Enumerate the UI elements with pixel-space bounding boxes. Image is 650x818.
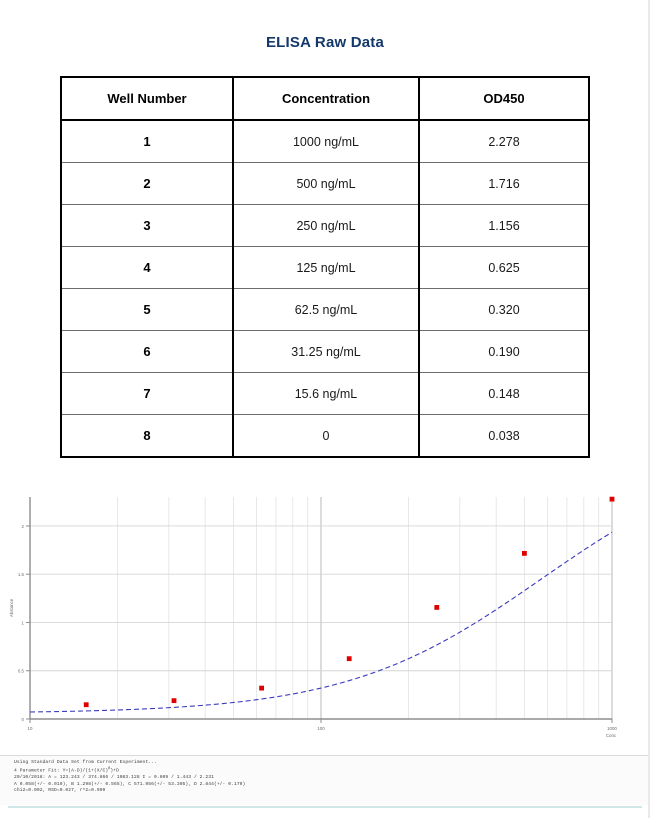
- cell-concentration: 31.25 ng/mL: [233, 331, 419, 373]
- table-row: [61, 289, 589, 331]
- y-axis-tick-label: 1: [21, 620, 24, 626]
- cell-concentration: 250 ng/mL: [233, 205, 419, 247]
- y-axis-tick-label: 2: [21, 523, 24, 529]
- fit-report-line-2: [14, 766, 648, 775]
- cell-well-number: 1: [61, 120, 233, 163]
- cell-well-number: 7: [61, 373, 233, 415]
- fit-report-line-3: 20/10/2018: A = 123.243 / 374.866 / 1083.128 I = 0.609 / 1.443 / 2.231: [14, 775, 214, 781]
- column-header-well-number: Well Number: [61, 77, 233, 120]
- data-point-marker: [84, 702, 89, 707]
- cell-concentration: 0: [233, 415, 419, 458]
- cell-well-number: 4: [61, 247, 233, 289]
- table-row: [61, 415, 589, 458]
- cell-well-number: 3: [61, 205, 233, 247]
- footer-rule: [8, 806, 642, 808]
- cell-concentration: 125 ng/mL: [233, 247, 419, 289]
- cell-od450: 0.038: [419, 415, 589, 458]
- cell-concentration: 1000 ng/mL: [233, 120, 419, 163]
- cell-od450: 1.716: [419, 163, 589, 205]
- column-header-concentration: Concentration: [233, 77, 419, 120]
- data-point-marker: [259, 686, 264, 691]
- fit-equation-prefix: 4 Parameter Fit: Y=(A-D)/(1+(X/C): [14, 768, 109, 774]
- cell-concentration: 15.6 ng/mL: [233, 373, 419, 415]
- y-axis-tick-label: 1.5: [17, 572, 24, 578]
- cell-od450: 0.625: [419, 247, 589, 289]
- standard-curve-svg: [0, 487, 648, 755]
- cell-od450: 0.320: [419, 289, 589, 331]
- cell-well-number: 5: [61, 289, 233, 331]
- cell-od450: 0.148: [419, 373, 589, 415]
- standard-curve-chart: [0, 487, 648, 755]
- table-row: [61, 331, 589, 373]
- table-header-row: [61, 77, 589, 120]
- table-row: [61, 163, 589, 205]
- raw-data-table: [60, 76, 590, 458]
- table-row: [61, 205, 589, 247]
- table-row: [61, 373, 589, 415]
- raw-data-table-container: [60, 76, 588, 458]
- y-axis-tick-label: 0.5: [17, 668, 24, 674]
- data-point-marker: [610, 497, 615, 502]
- cell-well-number: 6: [61, 331, 233, 373]
- fit-report-line-1: Using Standard Data Set from Current Experiment...: [14, 760, 157, 765]
- curve-fit-report: [0, 755, 648, 805]
- cell-od450: 0.190: [419, 331, 589, 373]
- data-point-marker: [347, 656, 352, 661]
- cell-well-number: 8: [61, 415, 233, 458]
- fit-equation-suffix: )+D: [110, 768, 119, 774]
- cell-concentration: 62.5 ng/mL: [233, 289, 419, 331]
- column-header-od450: OD450: [419, 77, 589, 120]
- fit-report-line-5: chi2=0.002, RSD=0.027, r^2=0.999: [14, 788, 106, 794]
- y-axis-tick-label: 0: [21, 717, 24, 722]
- cell-well-number: 2: [61, 163, 233, 205]
- cell-od450: 2.278: [419, 120, 589, 163]
- y-axis-label: Abstance: [9, 598, 14, 618]
- table-row: [61, 247, 589, 289]
- data-point-marker: [172, 698, 177, 703]
- data-point-marker: [434, 605, 439, 610]
- fit-equation-exponent: B: [108, 767, 111, 772]
- data-point-marker: [522, 551, 527, 556]
- page-title: ELISA Raw Data: [265, 34, 385, 51]
- fit-report-line-4: A 0.058(+/- 0.019), B 1.298(+/- 0.565), C 571.956(+/- 53.395), D 2.844(+/- 0.179): [14, 781, 246, 787]
- x-axis-tick-label: 1000: [607, 726, 617, 731]
- x-axis-tick-label: 100: [317, 726, 325, 731]
- table-row: [61, 120, 589, 163]
- x-axis-label: Conc: [605, 733, 617, 738]
- cell-concentration: 500 ng/mL: [233, 163, 419, 205]
- x-axis-tick-label: 10: [27, 726, 33, 731]
- table-body: [61, 120, 589, 457]
- table-header: [61, 77, 589, 120]
- cell-od450: 1.156: [419, 205, 589, 247]
